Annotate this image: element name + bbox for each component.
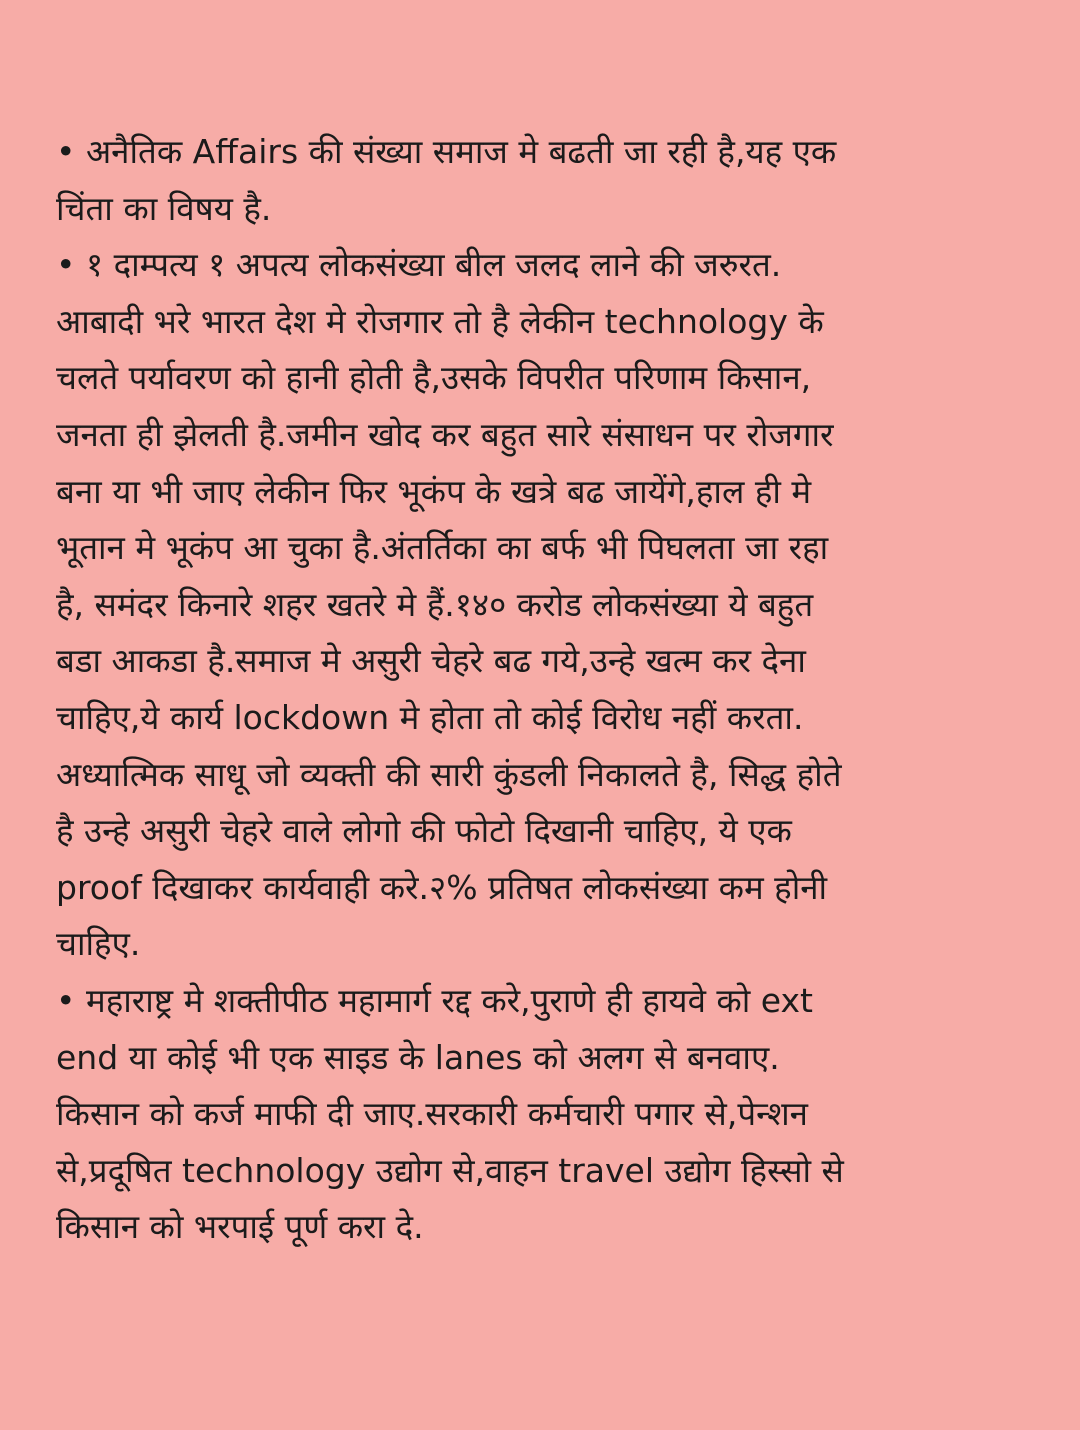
note-line-20: किसान को भरपाई पूर्ण करा दे.: [56, 1207, 424, 1247]
note-line-3: • १ दाम्पत्य १ अपत्य लोकसंख्या बील जलद लाने की जरुरत.: [56, 245, 782, 285]
note-line-4: आबादी भरे भारत देश मे रोजगार तो है लेकीन technology के: [56, 301, 824, 341]
note-line-11: चाहिए,ये कार्य lockdown मे होता तो कोई विरोध नहीं करता.: [56, 697, 804, 737]
note-line-15: चाहिए.: [56, 924, 141, 964]
note-line-16: • महाराष्ट्र मे शक्तीपीठ महामार्ग रद्द करे,पुराणे ही हायवे को ext: [56, 980, 813, 1020]
note-line-6: जनता ही झेलती है.जमीन खोद कर बहुत सारे संसाधन पर रोजगार: [56, 414, 834, 454]
note-line-17: end या कोई भी एक साइड के lanes को अलग से बनवाए.: [56, 1037, 780, 1077]
note-line-19: से,प्रदूषित technology उद्योग से,वाहन travel उद्योग हिस्सो से: [56, 1150, 844, 1190]
note-line-5: चलते पर्यावरण को हानी होती है,उसके विपरीत परिणाम किसान,: [56, 358, 812, 398]
note-line-13: है उन्हे असुरी चेहरे वाले लोगो की फोटो दिखानी चाहिए, ये एक: [56, 811, 792, 851]
note-line-2: चिंता का विषय है.: [56, 188, 272, 228]
note-line-9: है, समंदर किनारे शहर खतरे मे हैं.१४० करोड लोकसंख्या ये बहुत: [56, 584, 814, 624]
note-line-10: बडा आकडा है.समाज मे असुरी चेहरे बढ गये,उन्हे खत्म कर देना: [56, 641, 806, 681]
note-line-1: • अनैतिक Affairs की संख्या समाज मे बढती जा रही है,यह एक: [56, 132, 837, 171]
note-line-18: किसान को कर्ज माफी दी जाए.सरकारी कर्मचारी पगार से,पेन्शन: [56, 1094, 808, 1134]
note-line-8: भूतान मे भूकंप आ चुका है.अंतर्तिका का बर्फ भी पिघलता जा रहा: [56, 528, 829, 568]
note-line-14: proof दिखाकर कार्यवाही करे.२% प्रतिषत लोकसंख्या कम होनी: [56, 867, 828, 907]
note-line-7: बना या भी जाए लेकीन फिर भूकंप के खत्रे बढ जायेंगे,हाल ही मे: [56, 471, 812, 511]
note-line-12: अध्यात्मिक साधू जो व्यक्ती की सारी कुंडली निकालते है, सिद्ध होते: [56, 754, 842, 794]
note-text: [56, 124, 1056, 1256]
